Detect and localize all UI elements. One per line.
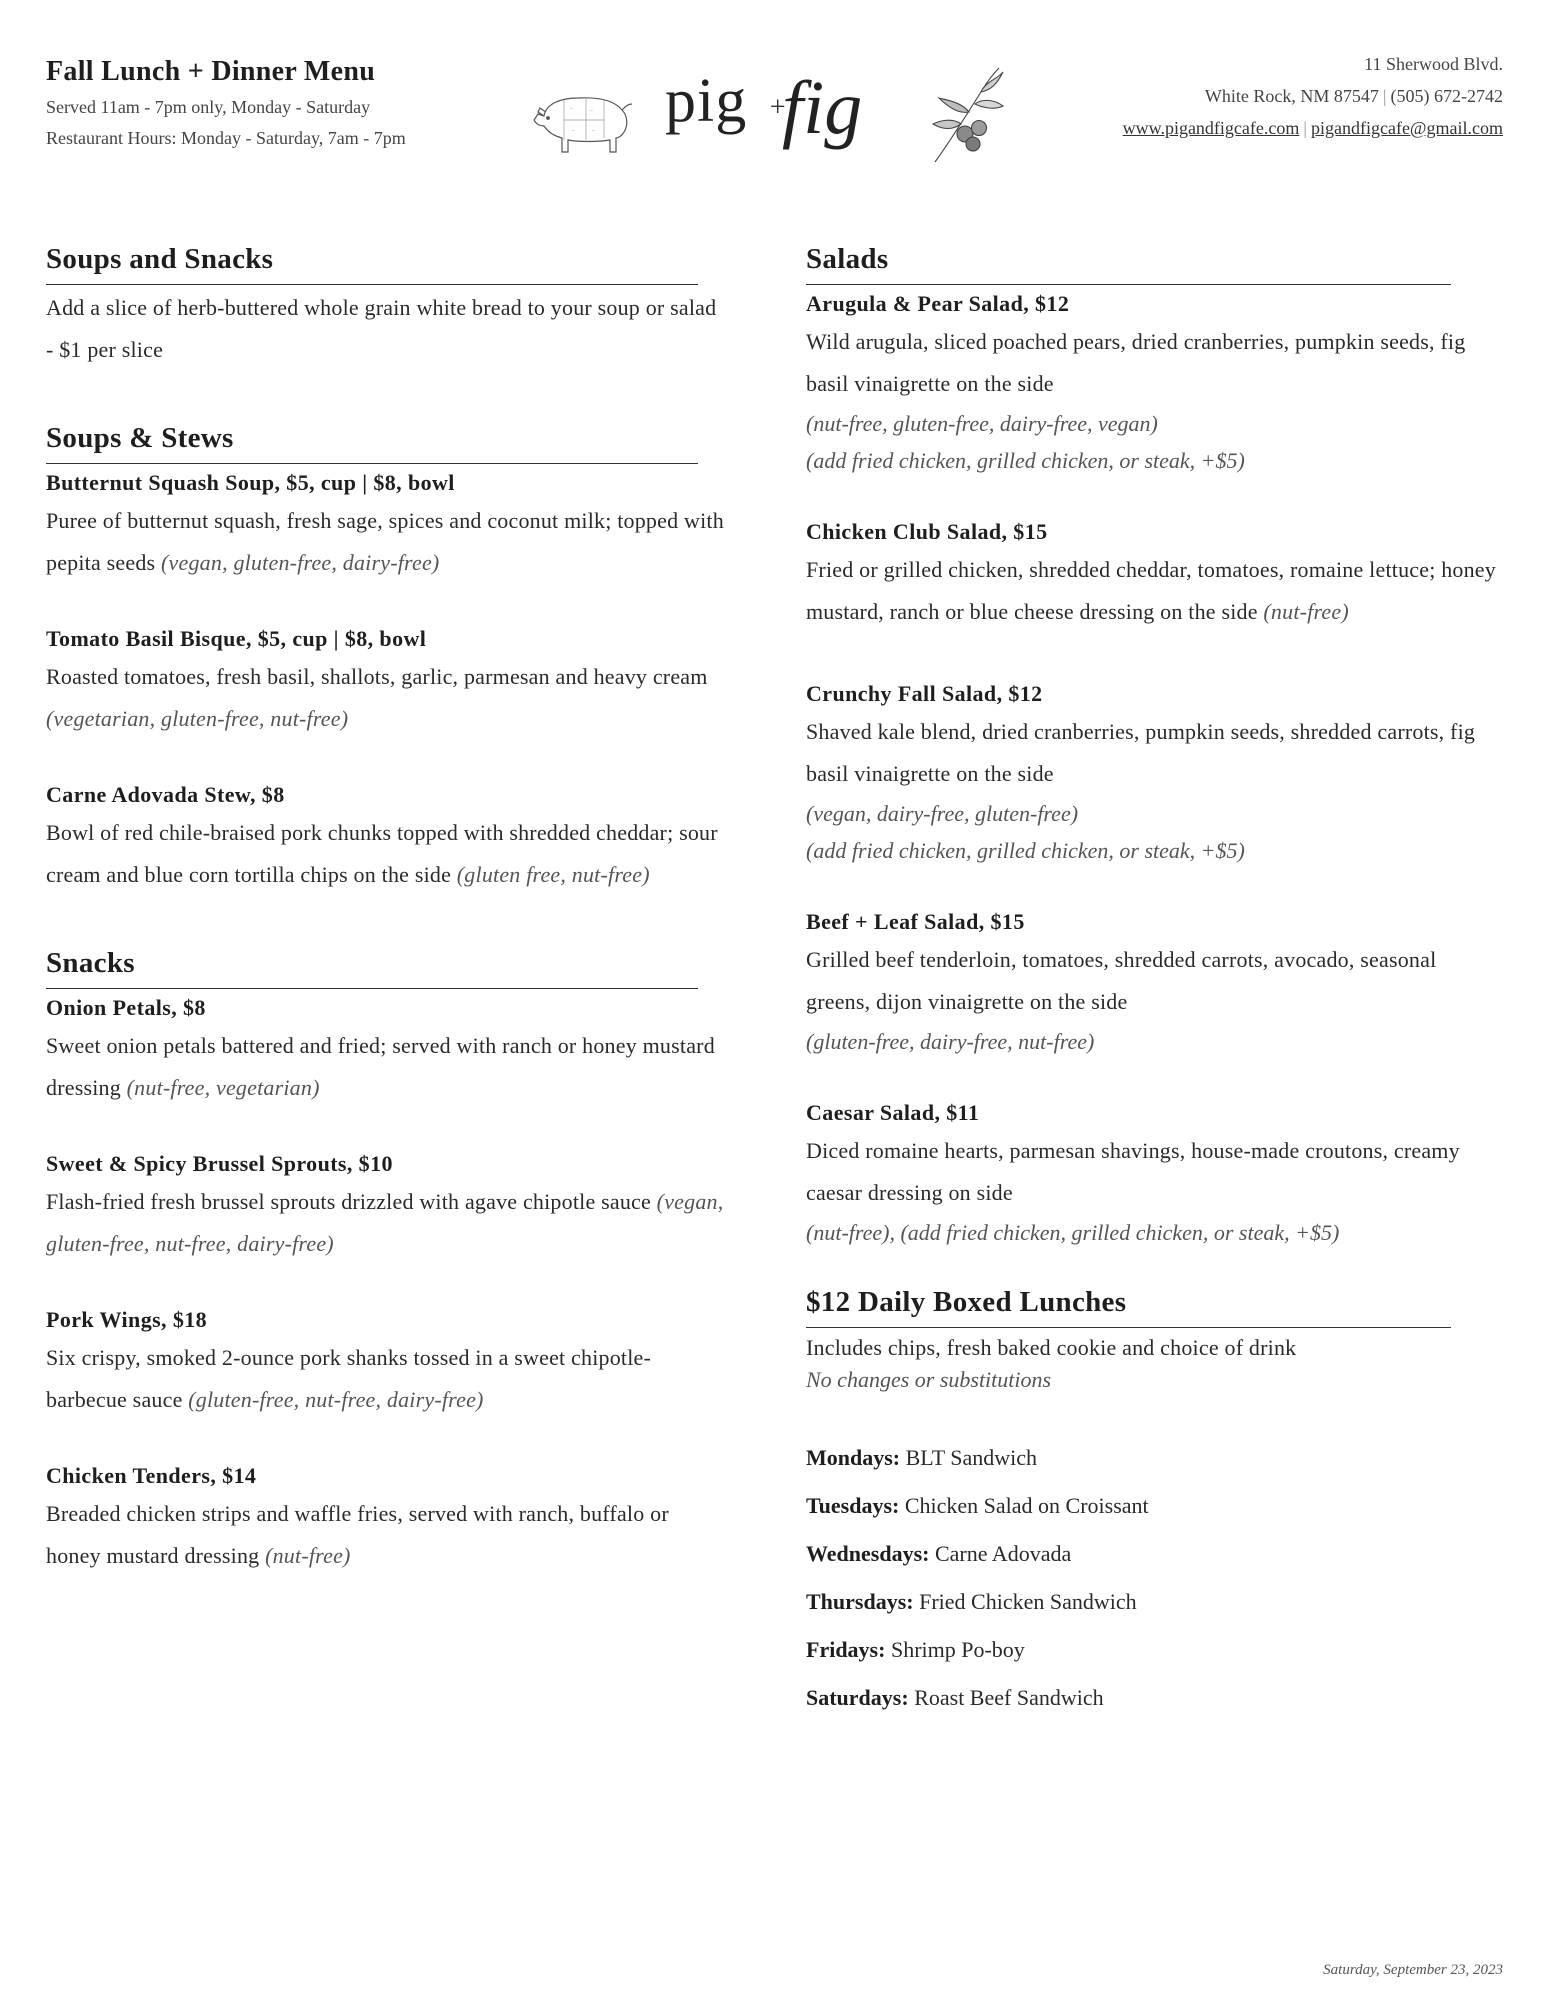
menu-title: Fall Lunch + Dinner Menu xyxy=(46,56,376,87)
item-tags: (nut-free), (add fried chicken, grilled chicken, or steak, +$5) xyxy=(806,1220,1340,1245)
section-title-soups-stews: Soups & Stews xyxy=(46,415,698,464)
item-name: Arugula & Pear Salad, $12 xyxy=(806,291,1070,316)
item-description: Bowl of red chile-braised pork chunks topped with shredded cheddar; sour cream and blue corn tortilla chips on the side (gluten free, nut-free) xyxy=(46,820,718,887)
item-description: Shaved kale blend, dried cranberries, pumpkin seeds, shredded carrots, fig basil vinaigrette on the side xyxy=(806,719,1476,786)
bread-addon-note: Add a slice of herb-buttered whole grain white bread to your soup or salad - $1 per slice xyxy=(46,295,717,362)
address-line-1: 11 Sherwood Blvd. xyxy=(1364,54,1503,74)
item-description: Flash-fried fresh brussel sprouts drizzled with agave chipotle sauce (vegan, gluten-free, nut-free, dairy-free) xyxy=(46,1189,724,1256)
menu-item xyxy=(806,515,1506,633)
menu-item xyxy=(46,466,726,584)
day-label: Fridays: xyxy=(806,1637,886,1662)
day-item: Fried Chicken Sandwich xyxy=(919,1589,1137,1614)
item-name: Crunchy Fall Salad, $12 xyxy=(806,681,1043,706)
day-label: Tuesdays: xyxy=(806,1493,900,1518)
boxed-includes: Includes chips, fresh baked cookie and choice of drink xyxy=(806,1335,1297,1360)
logo-word-fig: fig xyxy=(782,66,863,150)
right-column xyxy=(806,236,1506,1722)
menu-item xyxy=(46,778,726,896)
item-tags: (nut-free) xyxy=(265,1543,351,1568)
day-label: Wednesdays: xyxy=(806,1541,930,1566)
section-title-soups-and-snacks: Soups and Snacks xyxy=(46,236,698,285)
day-item: Chicken Salad on Croissant xyxy=(904,1493,1149,1518)
item-name: Tomato Basil Bisque, $5, cup | $8, bowl xyxy=(46,626,427,651)
item-description: Roasted tomatoes, fresh basil, shallots, garlic, parmesan and heavy cream (vegetarian, gluten-free, nut-free) xyxy=(46,664,708,731)
item-addon: (add fried chicken, grilled chicken, or steak, +$5) xyxy=(806,448,1245,473)
header-left xyxy=(46,52,516,154)
menu-item xyxy=(806,1096,1506,1251)
list-item xyxy=(806,1530,1506,1578)
boxed-lunch-list xyxy=(806,1434,1506,1722)
day-label: Thursdays: xyxy=(806,1589,914,1614)
menu-item xyxy=(806,905,1506,1060)
list-item xyxy=(806,1434,1506,1482)
section-title-snacks: Snacks xyxy=(46,940,698,989)
item-description: Breaded chicken strips and waffle fries, served with ranch, buffalo or honey mustard dressing (nut-free) xyxy=(46,1501,669,1568)
footer-date: Saturday, September 23, 2023 xyxy=(1323,1962,1503,1978)
logo-word-pig: pig xyxy=(665,67,748,135)
item-description: Fried or grilled chicken, shredded cheddar, tomatoes, romaine lettuce; honey mustard, ranch or blue cheese dressing on the side (nut-free) xyxy=(806,557,1496,624)
menu-item xyxy=(46,1459,726,1577)
email-link[interactable]: pigandfigcafe@gmail.com xyxy=(1310,118,1503,138)
day-label: Saturdays: xyxy=(806,1685,909,1710)
item-name: Pork Wings, $18 xyxy=(46,1307,208,1332)
day-item: Roast Beef Sandwich xyxy=(914,1685,1104,1710)
item-name: Caesar Salad, $11 xyxy=(806,1100,980,1125)
item-name: Butternut Squash Soup, $5, cup | $8, bowl xyxy=(46,470,455,495)
item-name: Sweet & Spicy Brussel Sprouts, $10 xyxy=(46,1151,393,1176)
item-name: Chicken Tenders, $14 xyxy=(46,1463,257,1488)
menu-item xyxy=(806,287,1506,479)
day-label: Mondays: xyxy=(806,1445,901,1470)
list-item xyxy=(806,1578,1506,1626)
item-description: Wild arugula, sliced poached pears, dried cranberries, pumpkin seeds, fig basil vinaigrette on the side xyxy=(806,329,1466,396)
restaurant-hours: Restaurant Hours: Monday - Saturday, 7am - 7pm xyxy=(46,128,406,148)
item-description: Diced romaine hearts, parmesan shavings, house-made croutons, creamy caesar dressing on side xyxy=(806,1138,1460,1205)
city-state-zip: White Rock, NM 87547 xyxy=(1204,86,1379,106)
item-tags: (vegan, dairy-free, gluten-free) xyxy=(806,801,1079,826)
list-item xyxy=(806,1626,1506,1674)
address-line-2 xyxy=(983,80,1503,112)
day-item: BLT Sandwich xyxy=(905,1445,1038,1470)
item-name: Carne Adovada Stew, $8 xyxy=(46,782,285,807)
svg-text:~: ~ xyxy=(570,107,573,112)
menu-item xyxy=(46,1303,726,1421)
day-item: Shrimp Po-boy xyxy=(890,1637,1025,1662)
section-title-boxed-lunches: $12 Daily Boxed Lunches xyxy=(806,1279,1451,1328)
item-name: Onion Petals, $8 xyxy=(46,995,206,1020)
menu-item xyxy=(806,677,1506,869)
day-item: Carne Adovada xyxy=(934,1541,1072,1566)
item-tags: (nut-free, gluten-free, dairy-free, vegan) xyxy=(806,411,1158,436)
item-description: Sweet onion petals battered and fried; served with ranch or honey mustard dressing (nut-free, vegetarian) xyxy=(46,1033,715,1100)
item-tags: (vegan, gluten-free, nut-free, dairy-free) xyxy=(46,1189,724,1256)
item-description: Six crispy, smoked 2-ounce pork shanks tossed in a sweet chipotle-barbecue sauce (gluten-free, nut-free, dairy-free) xyxy=(46,1345,652,1412)
logo-plus: + xyxy=(768,92,787,123)
section-title-salads: Salads xyxy=(806,236,1451,285)
left-column xyxy=(46,236,726,1577)
list-item xyxy=(806,1482,1506,1530)
separator: | xyxy=(1303,118,1307,138)
item-description: Grilled beef tenderloin, tomatoes, shredded carrots, avocado, seasonal greens, dijon vinaigrette on the side xyxy=(806,947,1437,1014)
svg-text:~: ~ xyxy=(572,129,575,134)
item-tags: (nut-free) xyxy=(1263,599,1349,624)
item-tags: (nut-free, vegetarian) xyxy=(126,1075,320,1100)
website-link[interactable]: www.pigandfigcafe.com xyxy=(1122,118,1300,138)
menu-item xyxy=(46,1147,726,1265)
boxed-note: No changes or substitutions xyxy=(806,1367,1052,1392)
item-tags: (gluten-free, nut-free, dairy-free) xyxy=(188,1387,484,1412)
menu-item xyxy=(46,622,726,740)
menu-item xyxy=(46,991,726,1109)
phone-number: (505) 672-2742 xyxy=(1390,86,1503,106)
item-tags: (vegan, gluten-free, dairy-free) xyxy=(161,550,440,575)
svg-text:~: ~ xyxy=(590,109,593,114)
list-item xyxy=(806,1674,1506,1722)
served-hours: Served 11am - 7pm only, Monday - Saturday xyxy=(46,97,371,117)
item-name: Chicken Club Salad, $15 xyxy=(806,519,1048,544)
pig-butcher-chart-icon xyxy=(528,82,636,162)
separator: | xyxy=(1382,86,1387,106)
web-contact-line xyxy=(983,112,1503,144)
item-description: Puree of butternut squash, fresh sage, spices and coconut milk; topped with pepita seeds (vegan, gluten-free, dairy-free) xyxy=(46,508,724,575)
item-name: Beef + Leaf Salad, $15 xyxy=(806,909,1025,934)
header-contact xyxy=(983,48,1503,144)
item-tags: (gluten free, nut-free) xyxy=(456,862,650,887)
svg-text:~: ~ xyxy=(592,129,595,134)
item-tags: (gluten-free, dairy-free, nut-free) xyxy=(806,1029,1095,1054)
item-tags: (vegetarian, gluten-free, nut-free) xyxy=(46,706,349,731)
item-addon: (add fried chicken, grilled chicken, or steak, +$5) xyxy=(806,838,1245,863)
